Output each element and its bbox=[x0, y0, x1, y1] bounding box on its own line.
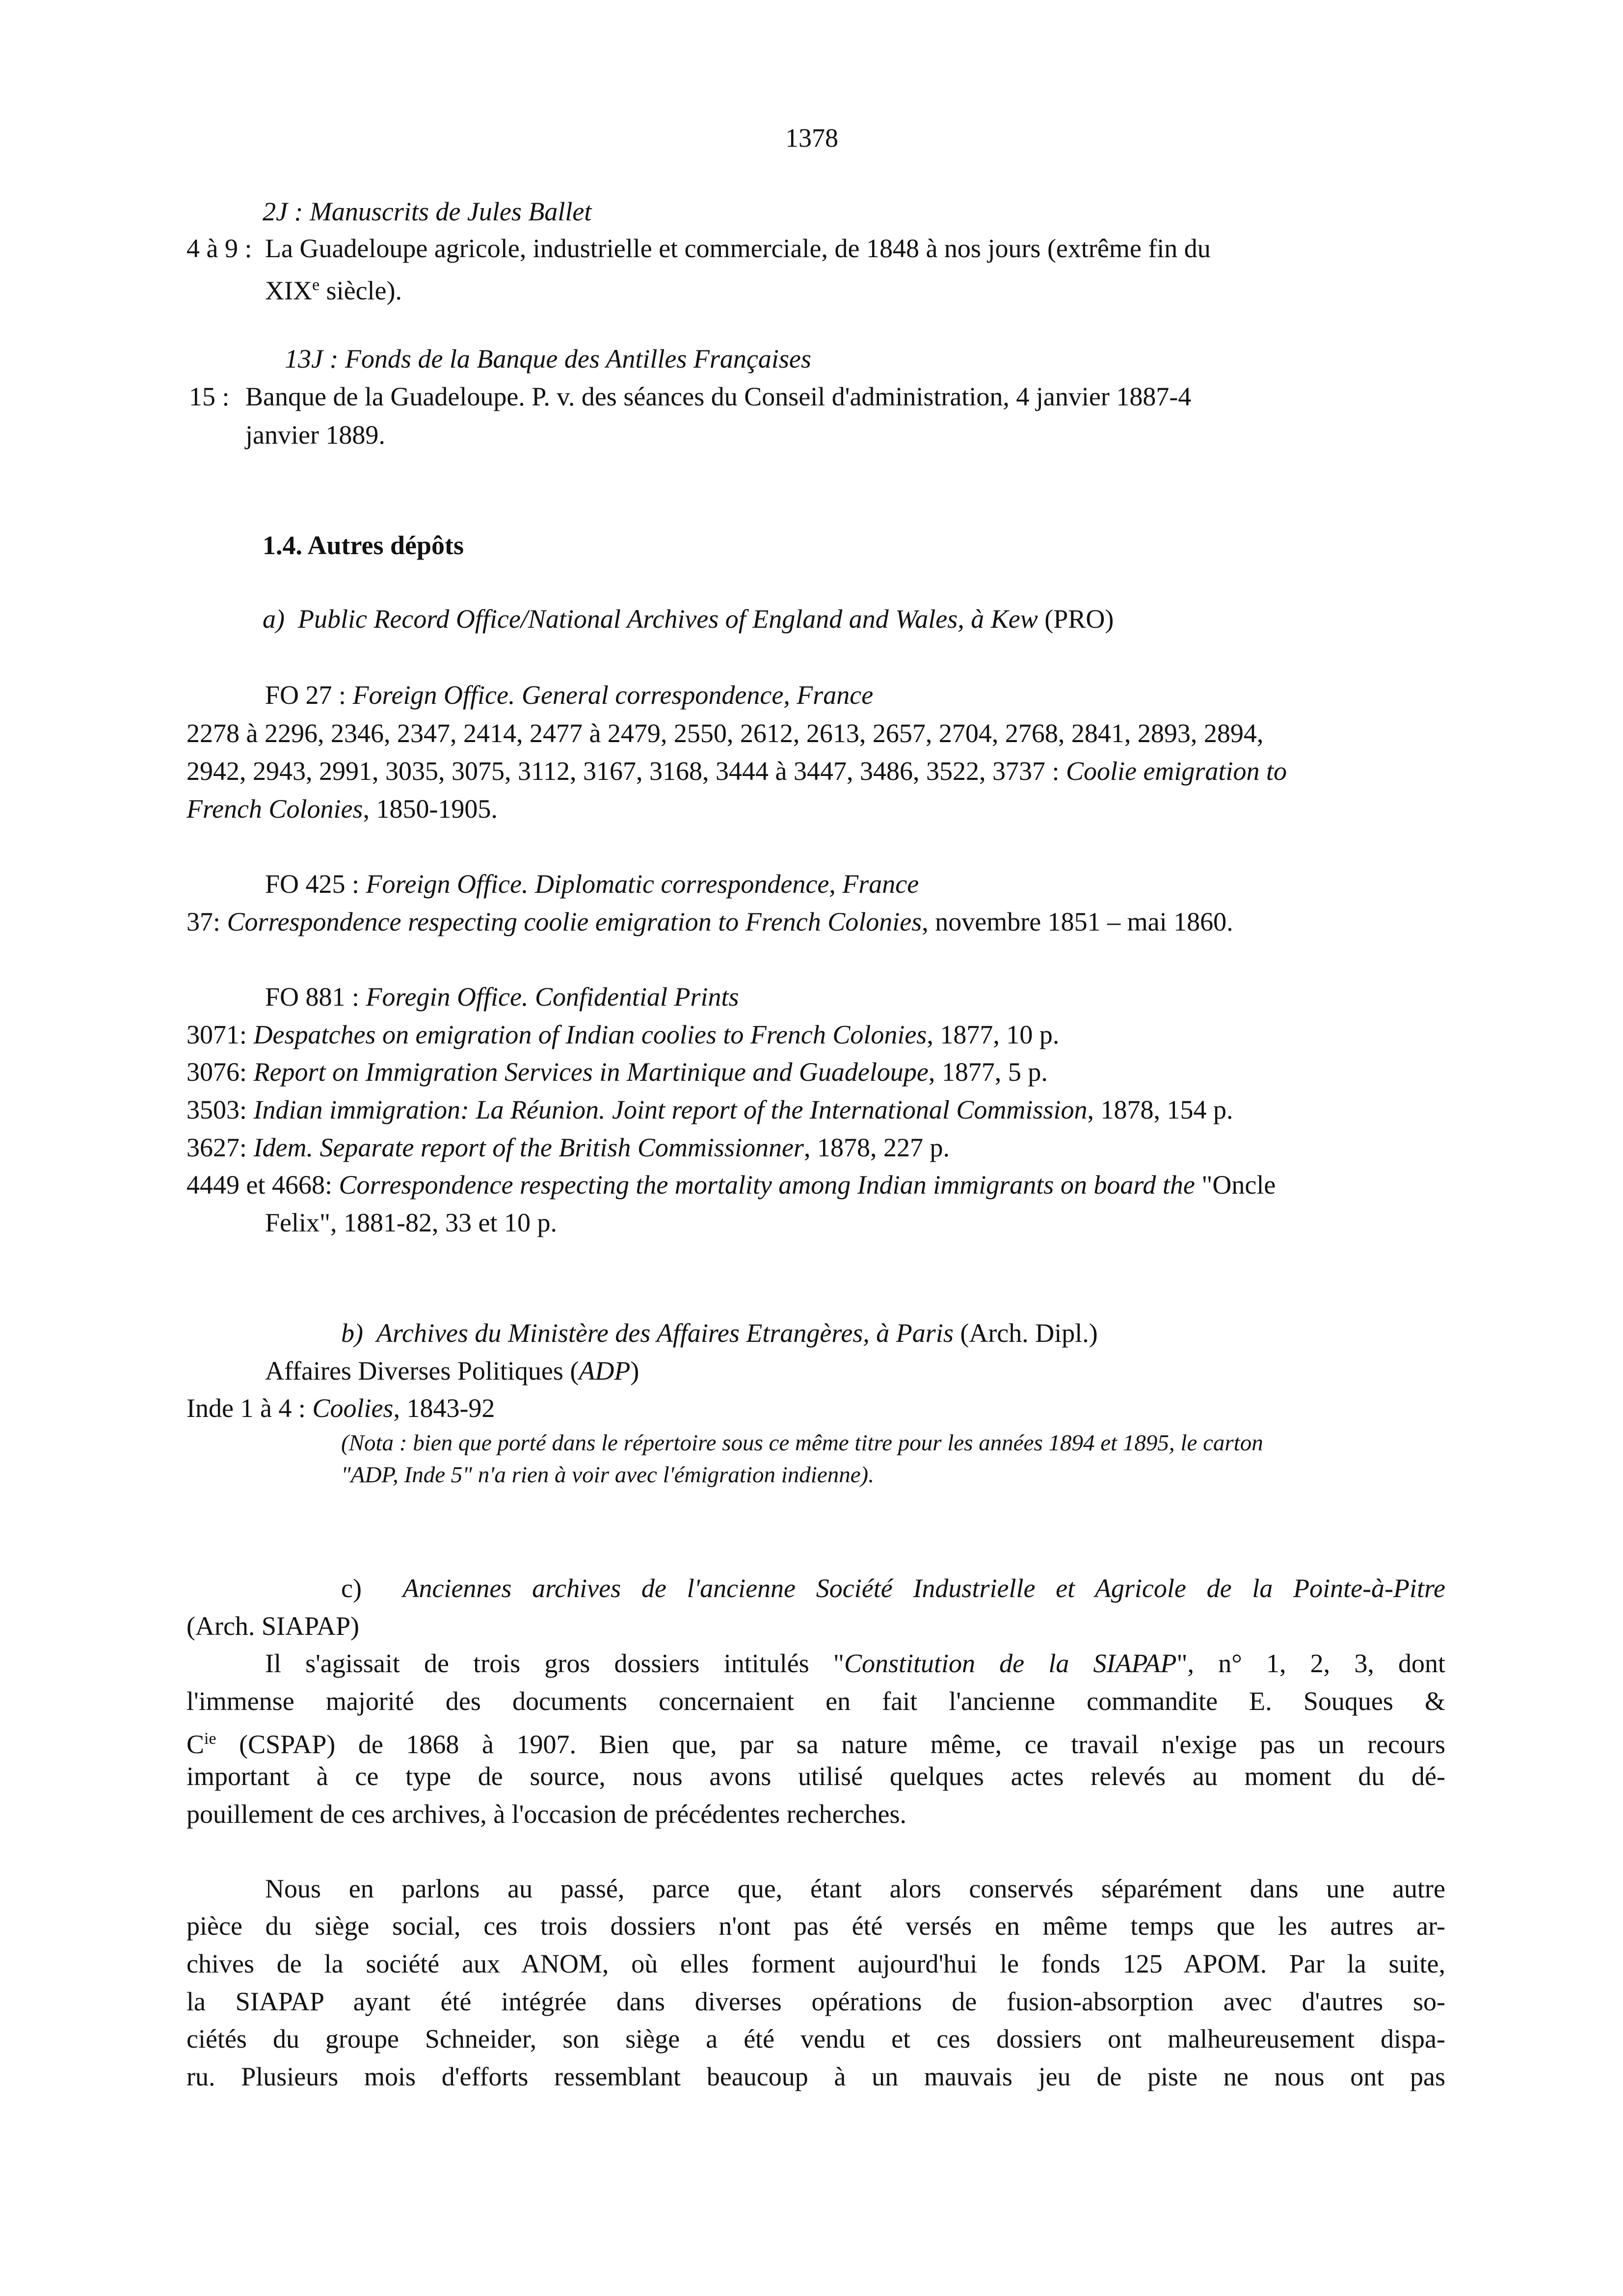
fo881-entry-post: , 1877, 10 p. bbox=[927, 1020, 1060, 1049]
fo881-entry bbox=[186, 1130, 950, 1165]
dipl-sub-adp: ADP bbox=[579, 1356, 631, 1386]
fo27-line3 bbox=[186, 791, 498, 827]
fo881-entry-post: "Oncle bbox=[1195, 1170, 1276, 1200]
fo27-line3-dates: , 1850-1905. bbox=[363, 794, 498, 824]
entry-2j-siecle: siècle). bbox=[319, 276, 402, 305]
fo27-line3-title: French Colonies bbox=[186, 794, 363, 824]
fo881-entry-title: Correspondence respecting the mortality among Indian immigrants on board the bbox=[339, 1170, 1195, 1200]
fo881-entry-continuation: Felix", 1881-82, 33 et 10 p. bbox=[265, 1208, 558, 1237]
fo881-entry bbox=[186, 1092, 1233, 1127]
entry-2j-sup: e bbox=[312, 276, 320, 294]
fo425-desc: Foreign Office. Diplomatic correspondence, France bbox=[366, 869, 919, 899]
fo881-entry-num: 4449 et 4668: bbox=[186, 1170, 339, 1200]
fo881-entry-num: 3076: bbox=[186, 1057, 254, 1087]
fo881-entry bbox=[186, 1017, 1059, 1052]
heading-pro-title: Public Record Office/National Archives of England and Wales, à Kew bbox=[297, 604, 1038, 634]
fo881-entry-post: , 1878, 227 p. bbox=[803, 1133, 950, 1162]
entry-2j-text-line2 bbox=[265, 267, 402, 308]
entry-2j-number: 4 à 9 : bbox=[186, 234, 252, 263]
siapap-p2-line2: pièce du siège social, ces trois dossiers n'ont pas été versés en même temps que les autres ar- bbox=[186, 1911, 1445, 1941]
fo881-entry-title: Indian immigration: La Réunion. Joint report of the International Commission bbox=[253, 1095, 1088, 1124]
fo881-entry-num: 3503: bbox=[186, 1095, 254, 1124]
siapap-p2-line6: ru. Plusieurs mois d'efforts ressemblant beaucoup à un mauvais jeu de piste ne nous ont pas bbox=[186, 2062, 1445, 2091]
entry-2j-xix: XIX bbox=[265, 276, 312, 305]
fo881-heading bbox=[265, 979, 739, 1015]
p1-l1-pre: Il s'agissait de trois gros dossiers intitulés " bbox=[265, 1649, 844, 1678]
dipl-entry-dates: , 1843-92 bbox=[393, 1393, 495, 1423]
fo425-heading bbox=[265, 866, 919, 902]
fo881-label: FO 881 : bbox=[265, 982, 366, 1012]
fo881-entry-post: , 1877, 5 p. bbox=[928, 1057, 1048, 1087]
heading-dipl-prefix: b) bbox=[341, 1318, 363, 1348]
heading-pro-prefix: a) bbox=[263, 604, 285, 634]
siapap-p1-line2: l'immense majorité des documents concernaient en fait l'ancienne commandite E. Souques & bbox=[186, 1686, 1445, 1716]
entry-13j-text-line1: Banque de la Guadeloupe. P. v. des séances du Conseil d'administration, 4 janvier 1887-4 bbox=[245, 382, 1192, 411]
heading-dipl bbox=[341, 1315, 1098, 1351]
heading-siapap bbox=[341, 1571, 1445, 1606]
dipl-entry-num: Inde 1 à 4 : bbox=[186, 1393, 313, 1423]
fo881-entry-num: 3627: bbox=[186, 1133, 254, 1162]
heading-dipl-title: Archives du Ministère des Affaires Etrangères, à Paris bbox=[376, 1318, 954, 1348]
p1-l1-title: Constitution de la SIAPAP bbox=[844, 1649, 1177, 1678]
fo425-label: FO 425 : bbox=[265, 869, 366, 899]
fo425-entry-title: Correspondence respecting coolie emigration to French Colonies bbox=[227, 907, 922, 936]
siapap-p1-line5: pouillement de ces archives, à l'occasion de précédentes recherches. bbox=[186, 1799, 907, 1829]
heading-13j: 13J : Fonds de la Banque des Antilles Françaises bbox=[285, 344, 811, 374]
fo27-desc: Foreign Office. General correspondence, France bbox=[352, 680, 874, 710]
heading-pro-suffix: (PRO) bbox=[1038, 604, 1114, 634]
dipl-sub-pre: Affaires Diverses Politiques ( bbox=[265, 1356, 579, 1386]
fo27-line2-numbers: 2942, 2943, 2991, 3035, 3075, 3112, 3167, 3168, 3444 à 3447, 3486, 3522, 3737 : bbox=[186, 756, 1066, 786]
page-number: 1378 bbox=[785, 123, 838, 153]
siapap-p2-line1: Nous en parlons au passé, parce que, étant alors conservés séparément dans une autre bbox=[265, 1874, 1445, 1903]
dipl-note-line2: "ADP, Inde 5" n'a rien à voir avec l'émigration indienne). bbox=[341, 1462, 874, 1488]
siapap-p2-line5: ciétés du groupe Schneider, son siège a été vendu et ces dossiers ont malheureusement dispa- bbox=[186, 2024, 1445, 2054]
fo881-entry-post: , 1878, 154 p. bbox=[1087, 1095, 1233, 1124]
fo881-entry-title: Idem. Separate report of the British Commissionner bbox=[253, 1133, 804, 1162]
dipl-subheading bbox=[265, 1353, 639, 1388]
fo27-heading bbox=[265, 677, 873, 713]
p1-l3-post: (CSPAP) de 1868 à 1907. Bien que, par sa nature même, ce travail n'exige pas un recours bbox=[216, 1730, 1445, 1759]
siapap-p2-line3: chives de la société aux ANOM, où elles forment aujourd'hui le fonds 125 APOM. Par la suite, bbox=[186, 1949, 1445, 1978]
entry-2j-text-line1: La Guadeloupe agricole, industrielle et commerciale, de 1848 à nos jours (extrême fin du bbox=[265, 234, 1211, 263]
fo881-entry-num: 3071: bbox=[186, 1020, 254, 1049]
fo881-desc: Foregin Office. Confidential Prints bbox=[366, 982, 739, 1012]
fo27-label: FO 27 : bbox=[265, 680, 353, 710]
siapap-p1-line1 bbox=[265, 1646, 1445, 1681]
siapap-p1-line3 bbox=[186, 1721, 1445, 1762]
heading-siapap-prefix: c) bbox=[341, 1574, 362, 1603]
p1-l3-pre: C bbox=[186, 1730, 205, 1759]
fo27-line1: 2278 à 2296, 2346, 2347, 2414, 2477 à 2479, 2550, 2612, 2613, 2657, 2704, 2768, 2841, 2893, 2894, bbox=[186, 719, 1264, 748]
p1-l1-post: ", n° 1, 2, 3, dont bbox=[1176, 1649, 1445, 1678]
fo881-entry-title: Report on Immigration Services in Martinique and Guadeloupe bbox=[253, 1057, 929, 1087]
heading-pro bbox=[263, 601, 1114, 637]
dipl-sub-post: ) bbox=[630, 1356, 639, 1386]
p1-l3-sup: ie bbox=[204, 1730, 216, 1748]
fo881-entry bbox=[186, 1167, 1276, 1202]
fo881-entry bbox=[186, 1054, 1048, 1090]
dipl-entry bbox=[186, 1390, 495, 1426]
dipl-note-line1: (Nota : bien que porté dans le répertoire sous ce même titre pour les années 1894 et 1895, le carton bbox=[341, 1430, 1263, 1456]
entry-13j-text-line2: janvier 1889. bbox=[245, 420, 385, 450]
fo27-line2-title: Coolie emigration to bbox=[1065, 756, 1287, 786]
fo425-entry bbox=[186, 904, 1233, 939]
entry-13j-number: 15 : bbox=[189, 382, 230, 411]
siapap-p2-line4: la SIAPAP ayant été intégrée dans diverses opérations de fusion-absorption avec d'autres so- bbox=[186, 1987, 1445, 2016]
fo881-entry-title: Despatches on emigration of Indian coolies to French Colonies bbox=[253, 1020, 927, 1049]
fo425-entry-dates: , novembre 1851 – mai 1860. bbox=[922, 907, 1233, 936]
heading-siapap-title: Anciennes archives de l'ancienne Société Industrielle et Agricole de la Pointe-à-Pitre bbox=[402, 1574, 1446, 1603]
fo27-line2 bbox=[186, 753, 1287, 789]
fo425-entry-num: 37: bbox=[186, 907, 227, 936]
heading-2j: 2J : Manuscrits de Jules Ballet bbox=[263, 197, 592, 226]
heading-siapap-line2: (Arch. SIAPAP) bbox=[186, 1611, 360, 1641]
section-title-autres-depots: 1.4. Autres dépôts bbox=[263, 531, 464, 560]
dipl-entry-title: Coolies bbox=[312, 1393, 394, 1423]
heading-dipl-suffix: (Arch. Dipl.) bbox=[953, 1318, 1098, 1348]
siapap-p1-line4: important à ce type de source, nous avons utilisé quelques actes relevés au moment du dé- bbox=[186, 1762, 1445, 1791]
